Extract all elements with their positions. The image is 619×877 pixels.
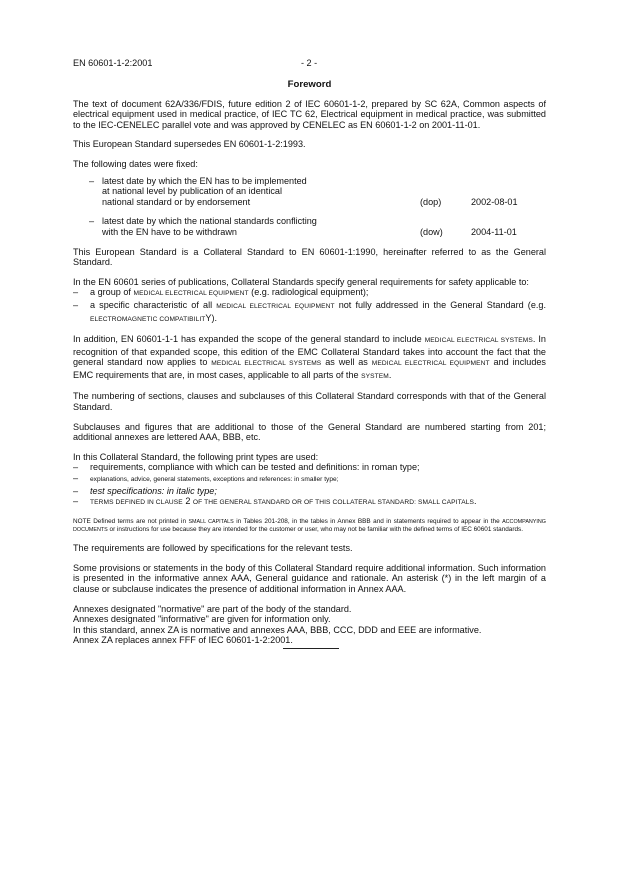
date-line: latest date by which the EN has to be implemented xyxy=(102,175,307,186)
print-types-list xyxy=(73,462,546,508)
addition-paragraph: In addition, EN 60601-1-1 has expanded the scope of the general standard to include MEDICAL ELECTRICAL SYSTEMS. In recognition of that expanded scope, this edition of the EMC Collateral Standard takes into account the fact that the general standard now applies to MEDICAL ELECTRICAL SYSTEMS as well as MEDICAL ELECTRICAL EQUIPMENT and includes EMC requirements that are, in most cases, applicable to all parts of the SYSTEM. xyxy=(73,334,546,380)
page-number: - 2 - xyxy=(301,58,318,68)
list-dash: – xyxy=(89,216,95,227)
list-item: – a specific characteristic of all MEDICAL ELECTRICAL EQUIPMENT not fully addressed in the General Standard (e.g. ELECTROMAGNETIC COMPATIBILITY). xyxy=(73,299,546,323)
list-dash: – xyxy=(89,175,95,186)
annex-line: Annexes designated "normative" are part of the body of the standard. xyxy=(73,603,352,614)
list-dash: – xyxy=(73,462,79,473)
annexes-block xyxy=(73,604,546,646)
list-dash: – xyxy=(73,485,79,496)
date-item-dop xyxy=(73,176,546,208)
date-item-dow xyxy=(73,216,546,237)
subclauses-paragraph: Subclauses and figures that are additional to those of the General Standard are numbered starting from 201; additional annexes are lettered AAA, BBB, etc. xyxy=(73,421,546,443)
date-line: national standard or by endorsement xyxy=(102,196,251,207)
intro-paragraph: The text of document 62A/336/FDIS, future edition 2 of IEC 60601-1-2, prepared by SC 62A, Common aspects of electrical equipment used in medical practice, of IEC TC 62, Electrical equipment in medical practice, was submitted to the IEC-CENELEC parallel vote and was approved by CENELEC as EN 60601-1-2 on 2001-11-01. xyxy=(73,98,546,130)
page-header xyxy=(73,58,546,80)
date-abbr: (dop) xyxy=(420,196,442,207)
list-item: – a group of MEDICAL ELECTRICAL EQUIPMENT (e.g. radiological equipment); xyxy=(73,287,369,298)
list-dash: – xyxy=(73,496,79,507)
dates-list xyxy=(73,176,546,238)
print-types-intro: In this Collateral Standard, the following print types are used: xyxy=(73,451,319,462)
collateral-paragraph: This European Standard is a Collateral Standard to EN 60601-1:1990, hereinafter referred to as the General Standard. xyxy=(73,246,546,268)
list-dash: – xyxy=(73,299,79,310)
list-item: – test specifications: in italic type; xyxy=(73,485,217,496)
provisions-paragraph: Some provisions or statements in the body of this Collateral Standard require additional information. Such information is presented in the informative annex AAA, General guidance and rationale. An asterisk (*) in the left margin of a clause or subclause indicates the presence of additional information in Annex AAA. xyxy=(73,562,546,594)
list-dash: – xyxy=(73,473,79,484)
dates-intro: The following dates were fixed: xyxy=(73,158,198,169)
date-abbr: (dow) xyxy=(420,226,443,237)
followed-paragraph: The requirements are followed by specifications for the relevant tests. xyxy=(73,543,353,554)
list-item: – requirements, compliance with which can be tested and definitions: in roman type; xyxy=(73,462,420,473)
numbering-paragraph: The numbering of sections, clauses and subclauses of this Collateral Standard corresponds with that of the General Standard. xyxy=(73,391,546,413)
series-intro: In the EN 60601 series of publications, Collateral Standards specify general requirements for safety applicable to: xyxy=(73,276,529,287)
date-value: 2004-11-01 xyxy=(471,226,517,237)
end-rule xyxy=(283,648,339,649)
list-item: – explanations, advice, general statements, exceptions and references: in smaller type; xyxy=(73,473,339,484)
document-id: EN 60601-1-2:2001 xyxy=(73,58,153,68)
list-dash: – xyxy=(73,287,79,298)
annex-line: In this standard, annex ZA is normative and annexes AAA, BBB, CCC, DDD and EEE are informative. xyxy=(73,624,482,635)
supersedes-paragraph: This European Standard supersedes EN 60601-1-2:1993. xyxy=(73,139,306,150)
foreword-title: Foreword xyxy=(287,79,332,90)
document-page xyxy=(73,58,546,649)
annex-line: Annexes designated "informative" are given for information only. xyxy=(73,614,331,625)
series-list xyxy=(73,287,546,325)
note-paragraph: NOTE Defined terms are not printed in SMALL CAPITALS in Tables 201-208, in the tables in Annex BBB and in statements required to appear in the ACCOMPANYING DOCUMENTS or instructions for use because they are intended for the customer or user, who may not be familiar with the defined terms of IEC 60601 standards. xyxy=(73,517,546,533)
date-value: 2002-08-01 xyxy=(471,196,518,207)
date-line: at national level by publication of an identical xyxy=(102,186,282,197)
annex-line: Annex ZA replaces annex FFF of IEC 60601-1-2:2001. xyxy=(73,635,293,646)
date-line: latest date by which the national standards conflicting xyxy=(102,216,317,227)
date-line: with the EN have to be withdrawn xyxy=(102,226,237,237)
list-item: – TERMS DEFINED IN CLAUSE 2 OF THE GENERAL STANDARD OR OF THIS COLLATERAL STANDARD: SMALL CAPITALS. xyxy=(73,496,477,507)
